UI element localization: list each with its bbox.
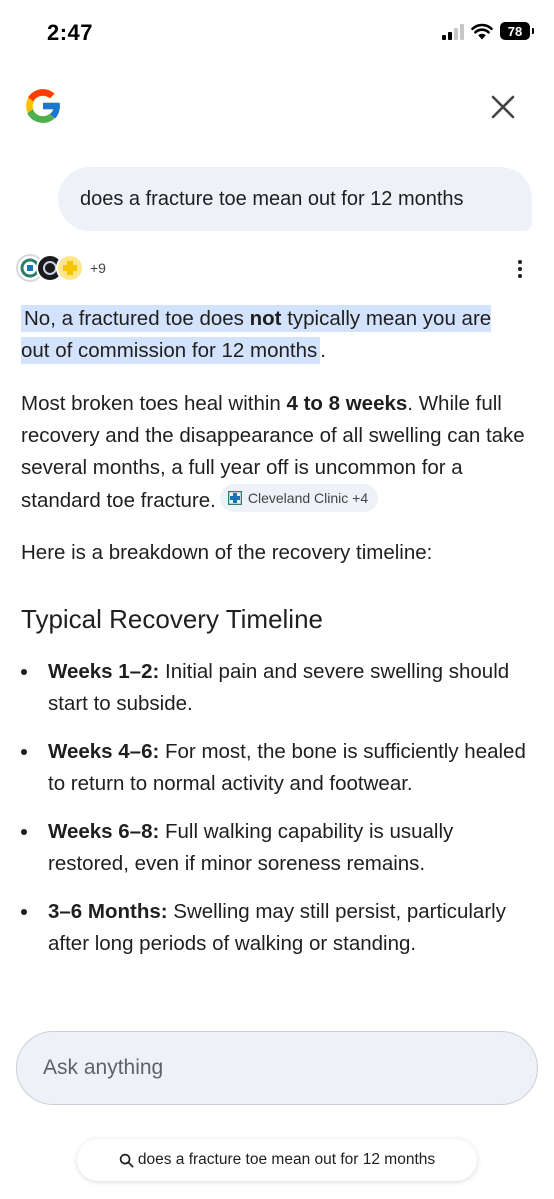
more-options-button[interactable]: [510, 256, 530, 282]
list-item: 3–6 Months: Swelling may still persist, particularly after long periods of walking or standing.: [21, 896, 531, 960]
ask-bar[interactable]: [16, 1031, 538, 1105]
google-g-logo: [21, 84, 65, 128]
answer-paragraph: Most broken toes heal within 4 to 8 weeks. While full recovery and the disappearance of all swelling can take several months, a full year off is uncommon for a standard toe fracture. Cleveland Clinic +4: [21, 392, 525, 512]
source-favicon-3: [56, 254, 84, 282]
status-time: 2:47: [47, 20, 94, 45]
close-button[interactable]: [486, 90, 520, 124]
user-query-text: does a fracture toe mean out for 12 months: [80, 187, 464, 210]
answer-paragraph-intro: Here is a breakdown of the recovery timeline:: [21, 541, 433, 564]
wifi-icon: [471, 23, 493, 40]
battery-icon: 78: [500, 22, 530, 40]
list-item: Weeks 6–8: Full walking capability is usually restored, even if minor soreness remains.: [21, 816, 531, 880]
user-query-bubble: [58, 167, 532, 231]
search-icon: [119, 1153, 134, 1168]
section-heading: Typical Recovery Timeline: [21, 604, 323, 634]
cellular-signal-icon: [442, 23, 464, 40]
ask-input[interactable]: [43, 1056, 503, 1080]
list-item: Weeks 1–2: Initial pain and severe swelling should start to subside.: [21, 656, 531, 720]
sources-button[interactable]: [16, 253, 106, 283]
cleveland-clinic-icon: [228, 491, 242, 505]
list-item: Weeks 4–6: For most, the bone is sufficiently healed to return to normal activity and footwear.: [21, 736, 531, 800]
citation-chip[interactable]: Cleveland Clinic +4: [220, 484, 378, 512]
source-count: +9: [90, 260, 106, 276]
answer-lead: No, a fractured toe does not typically mean you are out of commission for 12 months .: [21, 307, 492, 362]
close-icon: [490, 94, 516, 120]
search-query-chip-text: does a fracture toe mean out for 12 months: [137, 1151, 436, 1168]
search-query-chip[interactable]: [77, 1139, 477, 1181]
status-bar: [0, 0, 554, 66]
timeline-list: [21, 656, 531, 976]
status-icons: [442, 22, 530, 40]
answer-highlight: No, a fractured toe does not typically mean you are out of commission for 12 months: [21, 307, 492, 362]
more-vert-icon: [518, 260, 522, 264]
